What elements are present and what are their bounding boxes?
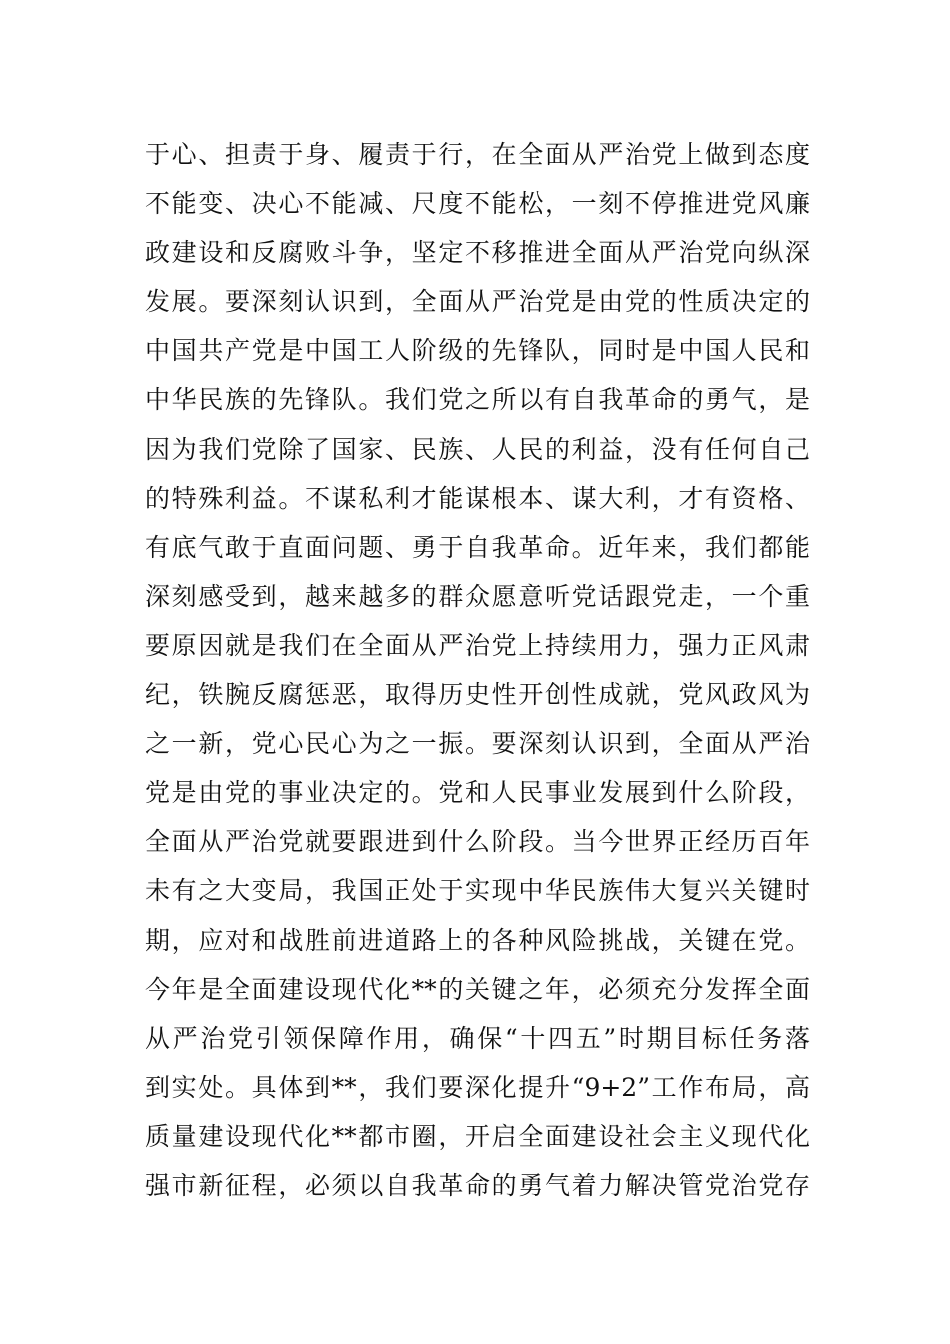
text-line: 发展。要深刻认识到，全面从严治党是由党的性质决定的 [145, 287, 810, 317]
text-line: 不能变、决心不能减、尺度不能松，一刻不停推进党风廉 [145, 189, 810, 219]
text-line: 质量建设现代化**都市圈，开启全面建设社会主义现代化 [145, 1121, 810, 1151]
text-line: 党是由党的事业决定的。党和人民事业发展到什么阶段， [145, 778, 810, 808]
text-line: 深刻感受到，越来越多的群众愿意听党话跟党走，一个重 [145, 581, 810, 611]
text-line: 到实处。具体到**，我们要深化提升“9+2”工作布局，高 [145, 1072, 810, 1102]
text-line: 全面从严治党就要跟进到什么阶段。当今世界正经历百年 [145, 827, 810, 857]
text-line: 因为我们党除了国家、民族、人民的利益，没有任何自己 [145, 434, 810, 464]
text-line: 纪，铁腕反腐惩恶，取得历史性开创性成就，党风政风为 [145, 680, 810, 710]
text-line: 中国共产党是中国工人阶级的先锋队，同时是中国人民和 [145, 336, 810, 366]
text-line: 中华民族的先锋队。我们党之所以有自我革命的勇气，是 [145, 385, 810, 415]
text-line: 强市新征程，必须以自我革命的勇气着力解决管党治党存 [145, 1170, 810, 1200]
text-line: 之一新，党心民心为之一振。要深刻认识到，全面从严治 [145, 729, 810, 759]
text-line: 未有之大变局，我国正处于实现中华民族伟大复兴关键时 [145, 876, 810, 906]
text-line: 于心、担责于身、履责于行，在全面从严治党上做到态度 [145, 140, 810, 169]
text-line: 从严治党引领保障作用，确保“十四五”时期目标任务落 [145, 1023, 810, 1053]
text-line: 政建设和反腐败斗争，坚定不移推进全面从严治党向纵深 [145, 238, 810, 268]
text-line: 的特殊利益。不谋私利才能谋根本、谋大利，才有资格、 [145, 483, 810, 513]
text-line: 有底气敢于直面问题、勇于自我革命。近年来，我们都能 [145, 532, 810, 562]
text-line: 今年是全面建设现代化**的关键之年，必须充分发挥全面 [145, 974, 810, 1004]
text-line: 要原因就是我们在全面从严治党上持续用力，强力正风肃 [145, 630, 810, 660]
text-line: 期，应对和战胜前进道路上的各种风险挑战，关键在党。 [145, 925, 810, 955]
body-text [145, 130, 810, 1210]
